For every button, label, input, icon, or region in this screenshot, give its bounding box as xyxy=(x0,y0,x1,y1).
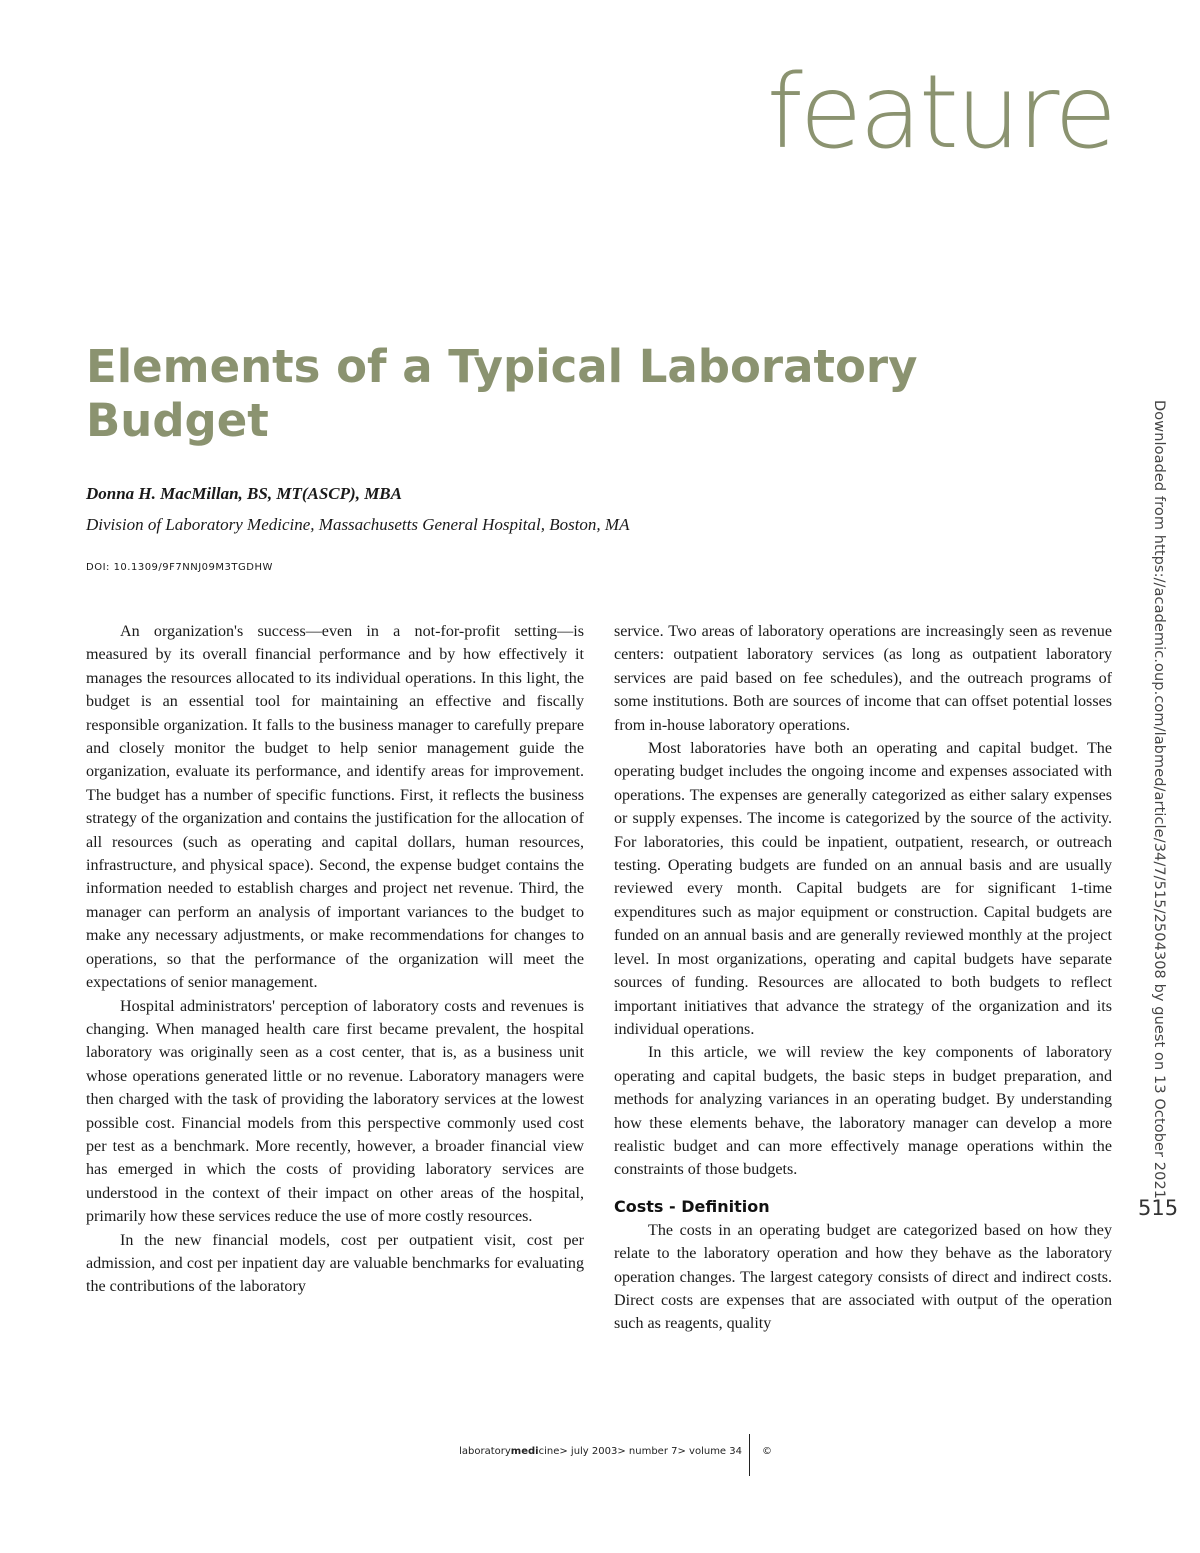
article-author: Donna H. MacMillan, BS, MT(ASCP), MBA xyxy=(86,484,402,503)
body-paragraph: Most laboratories have both an operating and capital budget. The operating budget includes the ongoing income and expenses associated with operations. The expenses are generally categorized as either salary expenses or supply expenses. The income is categorized by the source of the activity. For laboratories, this could be inpatient, outpatient, research, or outreach testing. Operating budgets are funded on an annual basis and are usually reviewed every month. Capital budgets are for significant 1-time expenditures such as major equipment or construction. Capital budgets are funded on an annual basis and are generally reviewed monthly at the project level. In most organizations, operating and capital budgets have separate sources of funding. Resources are allocated to both budgets to reflect important initiatives that advance the strategy of the organization and its individual operations. xyxy=(614,740,1112,1038)
download-watermark: Downloaded from https://academic.oup.com/labmed/article/34/7/515/2504308 by guest on 13 October 2021 xyxy=(1151,400,1167,1200)
footer-brand-tail: cine xyxy=(538,1446,560,1457)
body-paragraph: The costs in an operating budget are categorized based on how they relate to the laboratory operation and how they behave as the laboratory operation changes. The largest category consists of direct and indirect costs. Direct costs are expenses that are associated with output of the operation such as reagents, quality xyxy=(614,1221,1112,1333)
body-right-column xyxy=(614,620,1112,1336)
body-paragraph: In the new financial models, cost per outpatient visit, cost per admission, and cost per inpatient day are valuable benchmarks for evaluating the contributions of the laboratory xyxy=(86,1231,584,1296)
section-heading: Costs - Definition xyxy=(614,1196,770,1216)
body-paragraph-continuation: service. Two areas of laboratory operations are increasingly seen as revenue centers: outpatient laboratory services (as long as outpatient laboratory services are paid based on fee schedules), and the outreach programs of some institutions. Both are sources of income that can offset potential losses from in-house laboratory operations. xyxy=(614,623,1112,734)
body-paragraph: Hospital administrators' perception of laboratory costs and revenues is changing. When managed health care first became prevalent, the hospital laboratory was originally seen as a cost center, that is, as a business unit whose operations generated little or no revenue. Laboratory managers were then charged with the task of providing the laboratory services at the lowest possible cost. Financial models from this perspective commonly used cost per test as a benchmark. More recently, however, a broader financial view has emerged in which the costs of providing laboratory services are understood in the context of their impact on other areas of the hospital, primarily how these services reduce the use of more costly resources. xyxy=(86,997,584,1226)
footer-brand-light: laboratory xyxy=(459,1446,511,1457)
copyright-icon: © xyxy=(762,1446,772,1457)
section-label: feature xyxy=(766,53,1114,172)
body-left-column xyxy=(86,620,584,1299)
article-title: Elements of a Typical Laboratory Budget xyxy=(86,340,918,447)
footer-journal-issue xyxy=(459,1446,742,1457)
footer-issue: > july 2003> number 7> volume 34 xyxy=(559,1446,742,1457)
article-affiliation: Division of Laboratory Medicine, Massachusetts General Hospital, Boston, MA xyxy=(86,515,630,534)
page-footer xyxy=(0,1446,1200,1486)
page-number: 515 xyxy=(1138,1196,1179,1220)
body-paragraph: In this article, we will review the key components of laboratory operating and capital budgets, the basic steps in budget preparation, and methods for analyzing variances in an operating budget. By understanding how these elements behave, the laboratory manager can develop a more realistic budget and can more effectively manage operations within the constraints of those budgets. xyxy=(614,1044,1112,1179)
article-doi[interactable]: DOI: 10.1309/9F7NNJ09M3TGDHW xyxy=(86,562,273,573)
footer-divider xyxy=(749,1434,750,1476)
body-paragraph: An organization's success—even in a not-for-profit setting—is measured by its overall financial performance and by how effectively it manages the resources allocated to its individual operations. In this light, the budget is an essential tool for maintaining an effective and fiscally responsible organization. It falls to the business manager to carefully prepare and closely monitor the budget to help senior management guide the organization, evaluate its performance, and identify areas for improvement. The budget has a number of specific functions. First, it reflects the business strategy of the organization and contains the justification for the allocation of all resources (such as operating and capital dollars, human resources, infrastructure, and physical space). Second, the expense budget contains the information needed to establish charges and project net revenue. Third, the manager can perform an analysis of important variances to the budget to make any necessary adjustments, or make recommendations for changes to operations, so that the performance of the organization will meet the expectations of senior management. xyxy=(86,623,584,992)
footer-brand-bold: medi xyxy=(510,1446,539,1457)
